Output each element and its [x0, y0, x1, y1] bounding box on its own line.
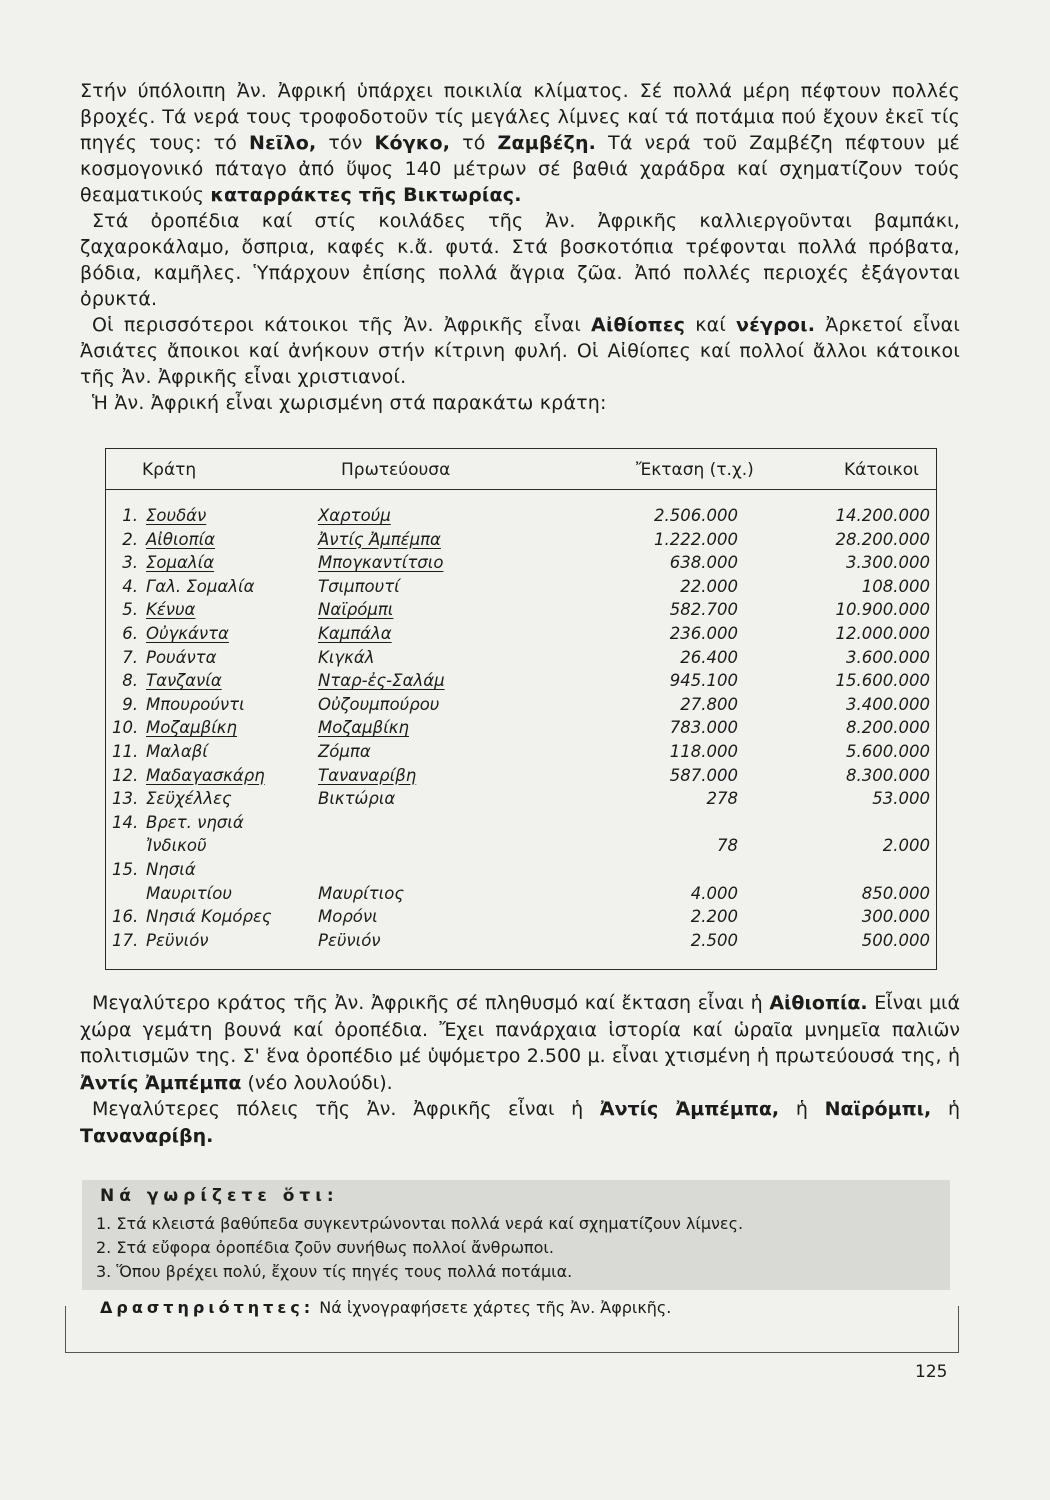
state-name: Βρετ. νησιά	[146, 812, 244, 832]
row-number: 10.	[112, 718, 139, 738]
state-name: Σουδάν	[146, 506, 207, 525]
row-number: 7.	[122, 647, 138, 667]
row-number: 14.	[112, 812, 139, 832]
population-value: 10.900.000	[835, 600, 930, 620]
area-value: 1.222.000	[654, 529, 738, 549]
area-value: 783.000	[669, 718, 738, 738]
negroes-term: νέγροι.	[736, 314, 816, 336]
state-name: Οὐγκάντα	[146, 623, 229, 643]
population-value: 8.200.000	[846, 718, 930, 738]
row-number: 4.	[122, 576, 138, 596]
area-value: 945.100	[669, 671, 738, 691]
area-value: 2.200	[690, 907, 738, 927]
area-value: 2.500	[690, 930, 738, 950]
table-row	[106, 836, 936, 860]
capital-name: Κιγκάλ	[318, 647, 375, 667]
capital-name: Χαρτούμ	[318, 506, 391, 525]
paragraph-ethiopia: Μεγαλύτερο κράτος τῆς Ἀν. Ἀφρικῆς σέ πληθυσμό καί ἔκταση εἶναι ἡ Αἰθιοπία. Εἶναι μιά χώρα γεμάτη βουνά καί ὀροπέδια. Ἔχει πανάρχαια ἱστορία καί ὡραῖα μνημεῖα παλιῶν πολιτισμῶν της. Σ' ἕνα ὀροπέδιο μέ ὑψόμετρο 2.500 μ. εἶναι χτισμένη ἡ πρωτεύουσά της, ἡ Ἀντίς Ἀμπέμπα (νέο λουλούδι).	[80, 992, 961, 1094]
row-number: 3.	[122, 553, 138, 573]
row-number: 9.	[122, 694, 138, 714]
area-value: 27.800	[680, 694, 738, 714]
table-row	[106, 766, 936, 790]
state-name: Αἰθιοπία	[146, 529, 216, 549]
area-value: 118.000	[669, 741, 738, 761]
row-number: 17.	[112, 930, 139, 950]
area-value: 78	[717, 836, 738, 856]
capital-name: Καμπάλα	[318, 623, 392, 643]
intro-text	[80, 78, 960, 416]
page-number: 125	[915, 1362, 948, 1382]
table-row	[106, 907, 936, 931]
capital-name: Ταναναρίβη	[318, 765, 417, 785]
capital-name: Νταρ-ἐς-Σαλάμ	[318, 671, 445, 691]
population-value: 15.600.000	[835, 671, 930, 691]
paragraph-agriculture: Στά ὀροπέδια καί στίς κοιλάδες τῆς Ἀν. Ἀφρικῆς καλλιεργοῦνται βαμπάκι, ζαχαροκάλαμο, ὄσπρια, καφές κ.ἄ. φυτά. Στά βοσκοτόπια τρέφονται πολλά πρόβατα, βόδια, καμῆλες. Ὑπάρχουν ἐπίσης πολλά ἄγρια ζῶα. Ἀπό πολλές περιοχές ἐξάγονται ὀρυκτά.	[80, 210, 960, 310]
population-value: 3.600.000	[846, 647, 930, 667]
state-name: Μαλαβί	[146, 741, 208, 761]
capital-name: Μπογκαντίτσιο	[318, 553, 444, 573]
state-name: Ἰνδικοῦ	[146, 836, 207, 856]
area-value: 587.000	[669, 765, 738, 785]
row-number: 16.	[112, 907, 139, 927]
population-value: 3.400.000	[846, 694, 930, 714]
outro-text	[80, 990, 960, 1149]
capital-name: Ζόμπα	[318, 741, 371, 761]
capital-name: Οὐζουμπούρου	[318, 694, 440, 714]
activities-box	[65, 1298, 959, 1353]
row-number: 1.	[122, 506, 138, 525]
table-row	[106, 530, 936, 554]
population-value: 14.200.000	[835, 506, 930, 525]
state-name: Τανζανία	[146, 671, 222, 691]
table-body	[106, 506, 936, 954]
table-row	[106, 813, 936, 837]
activities-label: Δραστηριότητες:	[100, 1298, 315, 1317]
header-area: Ἔκταση (τ.χ.)	[636, 460, 754, 480]
population-value: 108.000	[861, 576, 930, 596]
area-value: 278	[706, 789, 738, 809]
table-row	[106, 789, 936, 813]
area-value: 638.000	[669, 553, 738, 573]
capital-name: Ρεϋνιόν	[318, 930, 381, 950]
state-name: Νησιά	[146, 859, 196, 879]
capital-name: Μαυρίτιος	[318, 883, 405, 903]
state-name: Γαλ. Σομαλία	[146, 576, 255, 596]
state-name: Μαδαγασκάρη	[146, 765, 265, 785]
did-you-know-title: Νά γωρίζετε ὅτι:	[100, 1186, 339, 1206]
capital-name: Μοζαμβίκη	[318, 718, 409, 738]
area-value: 22.000	[680, 576, 738, 596]
table-row	[106, 884, 936, 908]
row-number: 6.	[122, 623, 138, 643]
nairobi-city: Ναϊρόμπι,	[824, 1098, 932, 1120]
list-item: 3. Ὅπου βρέχει πολύ, ἔχουν τίς πηγές τους πολλά ποτάμια.	[96, 1262, 573, 1281]
state-name: Μαυριτίου	[146, 883, 232, 903]
area-value: 582.700	[669, 600, 738, 620]
table-header	[106, 449, 936, 490]
population-value: 8.300.000	[846, 765, 930, 785]
population-value: 12.000.000	[835, 623, 930, 643]
population-value: 3.300.000	[846, 553, 930, 573]
table-row	[106, 931, 936, 955]
area-value: 2.506.000	[654, 506, 738, 525]
row-number: 15.	[112, 859, 139, 879]
states-table	[105, 448, 937, 970]
row-number: 13.	[112, 789, 139, 809]
capital-name: Τσιμπουτί	[318, 576, 400, 596]
header-population: Κάτοικοι	[844, 460, 919, 480]
population-value: 53.000	[872, 789, 930, 809]
table-row	[106, 671, 936, 695]
capital-name: Βικτώρια	[318, 789, 396, 809]
state-name: Ρουάντα	[146, 647, 217, 667]
area-value: 236.000	[669, 623, 738, 643]
ethiopians-term: Αἰθίοπες	[591, 314, 686, 336]
state-name: Μοζαμβίκη	[146, 718, 237, 738]
table-row	[106, 648, 936, 672]
table-row	[106, 553, 936, 577]
population-value: 850.000	[861, 883, 930, 903]
row-number: 8.	[122, 671, 138, 691]
header-states: Κράτη	[142, 460, 197, 480]
population-value: 2.000	[882, 836, 930, 856]
did-you-know-box	[82, 1180, 950, 1290]
zambezi-term: Ζαμβέζη.	[497, 132, 597, 154]
paragraph-climate: Στήν ύπόλοιπη Ἀν. Ἀφρική ὑπάρχει ποικιλία κλίματος. Σέ πολλά μέρη πέφτουν πολλές βροχές. Τά νερά τους τροφοδοτοῦν τίς μεγάλες λίμνες καί τά ποτάμια πού ἔχουν ἐκεῖ τίς πηγές τους: τό Νεῖλο, τόν Κόγκο, τό Ζαμβέζη. Τά νερά τοῦ Ζαμβέζη πέφτουν μέ κοσμογονικό πάταγο ἀπό ὕψος 140 μέτρων σέ βαθιά χαράδρα καί σχηματίζουν τούς θεαματικούς καταρράκτες τῆς Βικτωρίας.	[80, 80, 960, 206]
state-name: Νησιά Κομόρες	[146, 907, 272, 927]
capital-name: Ναϊρόμπι	[318, 600, 394, 620]
paragraph-cities: Μεγαλύτερες πόλεις τῆς Ἀν. Ἀφρικῆς εἶναι ἡ Ἀντίς Ἀμπέμπα, ἡ Ναϊρόμπι, ἡ Ταναναρίβη.	[80, 1098, 960, 1147]
nile-term: Νεῖλο,	[249, 132, 317, 154]
area-value: 4.000	[690, 883, 738, 903]
state-name: Κένυα	[146, 600, 196, 620]
victoria-falls-term: καταρράκτες τῆς Βικτωρίας.	[210, 184, 522, 206]
header-capital: Πρωτεύουσα	[341, 460, 451, 480]
capital-name: Μορόνι	[318, 907, 378, 927]
paragraph-states-intro: Ἡ Ἀν. Ἀφρική εἶναι χωρισμένη στά παρακάτω κράτη:	[92, 392, 607, 414]
addis-ababa-term: Ἀντίς Ἀμπέμπα	[80, 1071, 242, 1094]
table-row	[106, 624, 936, 648]
ethiopia-term: Αἰθιοπία.	[769, 992, 868, 1014]
table-row	[106, 577, 936, 601]
population-value: 28.200.000	[835, 529, 930, 549]
table-row	[106, 506, 936, 530]
addis-ababa-city: Ἀντίς Ἀμπέμπα,	[599, 1098, 780, 1120]
paragraph-population: Οἱ περισσότεροι κάτοικοι τῆς Ἀν. Ἀφρικῆς εἶναι Αἰθίοπες καί νέγροι. Ἀρκετοί εἶναι Ἀσιάτες ἄποικοι καί ἀνήκουν στήν κίτρινη φυλή. Οἱ Αἰθίοπες καί πολλοί ἄλλοι κάτοικοι τῆς Ἀν. Ἀφρικῆς εἶναι χριστιανοί.	[80, 314, 961, 388]
capital-name: Ἀντίς Ἀμπέμπα	[318, 529, 441, 549]
table-row	[106, 695, 936, 719]
activities-text: Νά ἰχνογραφήσετε χάρτες τῆς Ἀν. Ἀφρικῆς.	[314, 1298, 672, 1317]
table-row	[106, 742, 936, 766]
table-row	[106, 860, 936, 884]
population-value: 300.000	[861, 907, 930, 927]
row-number: 12.	[112, 765, 139, 785]
list-item: 2. Στά εὔφορα ὀροπέδια ζοῦν συνήθως πολλοί ἄνθρωποι.	[96, 1238, 554, 1257]
table-row	[106, 600, 936, 624]
population-value: 5.600.000	[846, 741, 930, 761]
state-name: Σεϋχέλλες	[146, 789, 232, 809]
state-name: Ρεϋνιόν	[146, 930, 209, 950]
list-item: 1. Στά κλειστά βαθύπεδα συγκεντρώνονται πολλά νερά καί σχηματίζουν λίμνες.	[96, 1214, 744, 1233]
row-number: 11.	[112, 741, 139, 761]
row-number: 5.	[122, 600, 138, 620]
tananarive-city: Ταναναρίβη.	[80, 1124, 214, 1147]
state-name: Σομαλία	[146, 553, 215, 573]
population-value: 500.000	[861, 930, 930, 950]
area-value: 26.400	[680, 647, 738, 667]
table-row	[106, 718, 936, 742]
row-number: 2.	[122, 529, 138, 549]
congo-term: Κόγκο,	[374, 132, 451, 154]
state-name: Μπουρούντι	[146, 694, 245, 714]
did-you-know-list	[96, 1212, 743, 1284]
